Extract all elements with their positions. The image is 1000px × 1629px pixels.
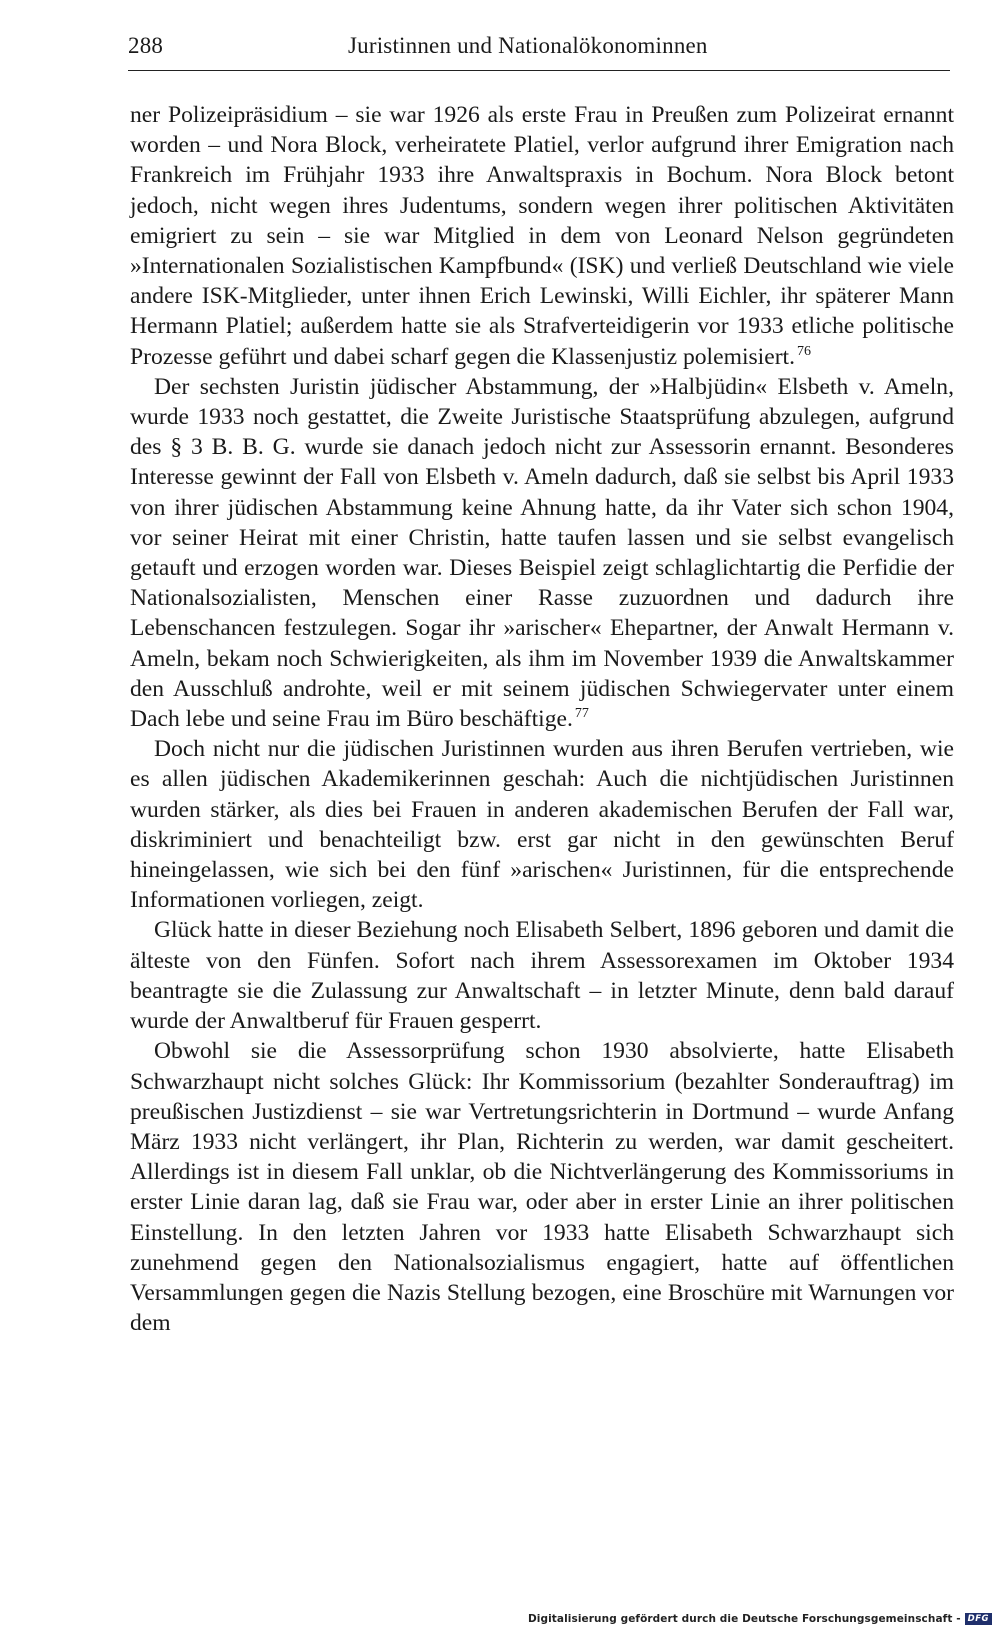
running-header xyxy=(128,30,950,71)
credit-text: Digitalisierung gefördert durch die Deutsche Forschungsgemeinschaft - xyxy=(527,1613,961,1625)
paragraph-2: Der sechsten Juristin jüdischer Abstammung, der »Halbjüdin« Elsbeth v. Ameln, wurde 1933 noch gestattet, die Zweite Juristische Staatsprüfung abzulegen, aufgrund des § 3 B. B. G. wurde sie danach jedoch nicht zur Assessorin ernannt. Besonderes Interesse gewinnt der Fall von Elsbeth v. Ameln dadurch, daß sie selbst bis April 1933 von ihrer jüdischen Abstammung keine Ahnung hatte, da ihr Vater sich schon 1904, vor seiner Heirat mit einer Christin, hatte taufen lassen und sie selbst evangelisch getauft und erzogen worden war. Dieses Beispiel zeigt schlaglichtartig die Perfidie der Nationalsozialisten, Menschen einer Rasse zuzuordnen und dadurch ihre Lebenschancen festzulegen. Sogar ihr »arischer« Ehepartner, der Anwalt Hermann v. Ameln, bekam noch Schwierigkeiten, als ihm im November 1939 die Anwaltskammer den Ausschluß androhte, weil er mit seinem jüdischen Schwiegervater unter einem Dach lebe und seine Frau im Büro beschäftige. $^{77}$ xyxy=(130,373,954,733)
digitization-credit xyxy=(528,1613,992,1625)
footnote-marker: 77 xyxy=(574,706,589,722)
running-title: Juristinnen und Nationalökonominnen xyxy=(348,33,708,58)
paragraph-5: Obwohl sie die Assessorprüfung schon 1930 absolvierte, hatte Elisabeth Schwarzhaupt nicht solches Glück: Ihr Kommissorium (bezahlter Sonderauftrag) im preußischen Justizdienst – sie war Vertretungsrichterin in Dortmund – wurde Anfang März 1933 nicht verlängert, ihr Plan, Richterin zu werden, war damit gescheitert. Allerdings ist in diesem Fall unklar, ob die Nichtverlängerung des Kommissoriums in erster Linie daran lag, daß sie Frau war, oder aber in erster Linie an ihrer politischen Einstellung. In den letzten Jahren vor 1933 hatte Elisabeth Schwarzhaupt sich zunehmend gegen den Nationalsozialismus engagiert, hatte auf öffentlichen Versammlungen gegen die Nazis Stellung bezogen, eine Broschüre mit Warnungen vor dem xyxy=(130,1038,954,1337)
paragraph-3: Doch nicht nur die jüdischen Juristinnen wurden aus ihren Berufen vertrieben, wie es allen jüdischen Akademikerinnen geschah: Auch die nichtjüdischen Juristinnen wurden stärker, als dies bei Frauen in anderen akademischen Berufen der Fall war, diskriminiert und benachteiligt bzw. erst gar nicht in den gewünschten Beruf hineingelassen, wie sich bei den fünf »arischen« Juristinnen, für die entsprechende Informationen vorliegen, zeigt. xyxy=(130,736,954,914)
body-text xyxy=(130,100,954,1338)
dfg-logo-icon: DFG xyxy=(965,1613,992,1625)
page-number: 288 xyxy=(128,33,164,58)
paragraph-1: ner Polizeipräsidium – sie war 1926 als erste Frau in Preußen zum Polizeirat ernannt worden – und Nora Block, verheiratete Platiel, verlor aufgrund ihrer Emigration nach Frankreich im Frühjahr 1933 ihre Anwaltspraxis in Bochum. Nora Block betont jedoch, nicht wegen ihres Judentums, sondern wegen ihrer politischen Aktivitäten emigriert zu sein – sie war Mitglied in dem von Leonard Nelson gegründeten »Internationalen Sozialistischen Kampfbund« (ISK) und verließ Deutschland wie viele andere ISK-Mitglieder, unter ihnen Erich Lewinski, Willi Eichler, ihr späterer Mann Hermann Platiel; außerdem hatte sie als Strafverteidigerin vor 1933 etliche politische Prozesse geführt und dabei scharf gegen die Klassenjustiz polemisiert. $^{76}$ xyxy=(130,102,954,370)
paragraph-4: Glück hatte in dieser Beziehung noch Elisabeth Selbert, 1896 geboren und damit die älteste von den Fünfen. Sofort nach ihrem Assessorexamen im Oktober 1934 beantragte sie die Zulassung zur Anwaltschaft – in letzter Minute, denn bald darauf wurde der Anwaltberuf für Frauen gesperrt. xyxy=(130,917,954,1035)
footnote-marker: 76 xyxy=(797,343,812,359)
